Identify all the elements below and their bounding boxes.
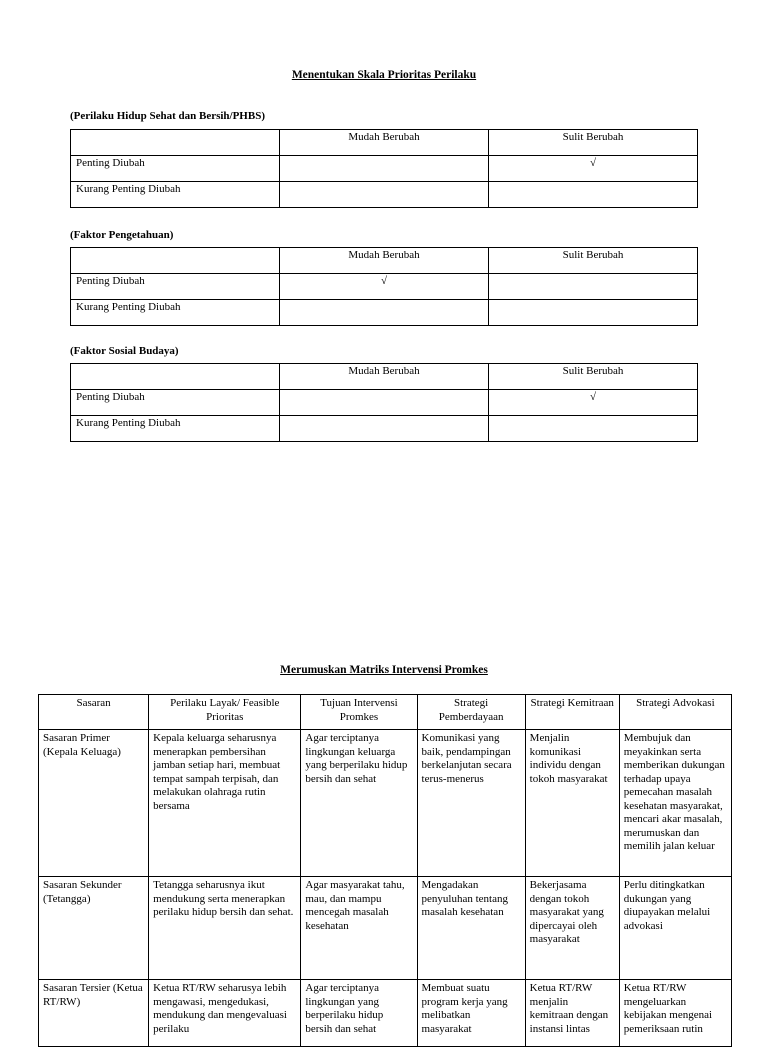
priority-table-phbs bbox=[70, 129, 698, 208]
matrix-cell: Membujuk dan meyakinkan serta memberikan dukungan terhadap upaya pemecahan masalah kesehatan masyarakat, mencari akar masalah, merumuskan dan memilih jalan keluar bbox=[619, 730, 731, 877]
matrix-cell: Agar masyarakat tahu, mau, dan mampu mencegah masalah kesehatan bbox=[301, 877, 417, 980]
matrix-cell: Kepala keluarga seharusnya menerapkan pembersihan jamban setiap hari, membuat tempat sampah terpisah, dan melakukan olahraga rutin bersama bbox=[149, 730, 301, 877]
section-heading-phbs: (Perilaku Hidup Sehat dan Bersih/PHBS) bbox=[70, 110, 265, 122]
check-cell bbox=[280, 182, 489, 208]
col-header-sulit: Sulit Berubah bbox=[489, 364, 698, 390]
matrix-cell: Perlu ditingkatkan dukungan yang diupayakan melalui advokasi bbox=[619, 877, 731, 980]
check-cell: √ bbox=[489, 390, 698, 416]
section-heading-sosial-budaya: (Faktor Sosial Budaya) bbox=[70, 345, 179, 357]
matrix-cell: Ketua RT/RW menjalin kemitraan dengan instansi lintas bbox=[525, 980, 619, 1047]
check-cell bbox=[489, 416, 698, 442]
col-header-sulit: Sulit Berubah bbox=[489, 248, 698, 274]
matrix-cell: Ketua RT/RW mengeluarkan kebijakan mengenai pemeriksaan rutin bbox=[619, 980, 731, 1047]
matrix-cell: Agar terciptanya lingkungan yang berperilaku hidup bersih dan sehat bbox=[301, 980, 417, 1047]
section-heading-pengetahuan: (Faktor Pengetahuan) bbox=[70, 229, 174, 241]
check-cell: √ bbox=[280, 274, 489, 300]
table-row bbox=[71, 390, 698, 416]
table-row bbox=[39, 877, 732, 980]
matrix-title: Merumuskan Matriks Intervensi Promkes bbox=[280, 664, 488, 676]
corner-cell bbox=[71, 248, 280, 274]
check-cell: √ bbox=[489, 156, 698, 182]
row-label: Kurang Penting Diubah bbox=[71, 300, 280, 326]
row-label: Penting Diubah bbox=[71, 390, 280, 416]
matrix-cell: Tetangga seharusnya ikut mendukung serta menerapkan perilaku hidup bersih dan sehat. bbox=[149, 877, 301, 980]
intervention-matrix-table bbox=[38, 694, 732, 1047]
matrix-cell: Sasaran Primer (Kepala Keluaga) bbox=[39, 730, 149, 877]
corner-cell bbox=[71, 364, 280, 390]
check-cell bbox=[280, 300, 489, 326]
table-row bbox=[71, 274, 698, 300]
priority-table-sosial-budaya bbox=[70, 363, 698, 442]
matrix-cell: Agar terciptanya lingkungan keluarga yang berperilaku hidup bersih dan sehat bbox=[301, 730, 417, 877]
table-row bbox=[71, 416, 698, 442]
corner-cell bbox=[71, 130, 280, 156]
table-row bbox=[39, 980, 732, 1047]
check-cell bbox=[489, 274, 698, 300]
col-header-mudah: Mudah Berubah bbox=[280, 248, 489, 274]
check-cell bbox=[280, 416, 489, 442]
table-row bbox=[71, 182, 698, 208]
matrix-cell: Bekerjasama dengan tokoh masyarakat yang dipercayai oleh masyarakat bbox=[525, 877, 619, 980]
col-header-pemberdayaan: Strategi Pemberdayaan bbox=[417, 695, 525, 730]
matrix-cell: Menjalin komunikasi individu dengan tokoh masyarakat bbox=[525, 730, 619, 877]
col-header-mudah: Mudah Berubah bbox=[280, 130, 489, 156]
row-label: Penting Diubah bbox=[71, 274, 280, 300]
col-header-tujuan: Tujuan Intervensi Promkes bbox=[301, 695, 417, 730]
matrix-cell: Sasaran Sekunder (Tetangga) bbox=[39, 877, 149, 980]
col-header-sulit: Sulit Berubah bbox=[489, 130, 698, 156]
matrix-cell: Sasaran Tersier (Ketua RT/RW) bbox=[39, 980, 149, 1047]
col-header-perilaku: Perilaku Layak/ Feasible Prioritas bbox=[149, 695, 301, 730]
col-header-advokasi: Strategi Advokasi bbox=[619, 695, 731, 730]
table-header-row bbox=[71, 364, 698, 390]
matrix-cell: Komunikasi yang baik, pendampingan berkelanjutan secara terus-menerus bbox=[417, 730, 525, 877]
check-cell bbox=[489, 182, 698, 208]
priority-table-pengetahuan bbox=[70, 247, 698, 326]
row-label: Penting Diubah bbox=[71, 156, 280, 182]
matrix-cell: Membuat suatu program kerja yang melibatkan masyarakat bbox=[417, 980, 525, 1047]
check-cell bbox=[280, 390, 489, 416]
matrix-cell: Mengadakan penyuluhan tentang masalah kesehatan bbox=[417, 877, 525, 980]
col-header-mudah: Mudah Berubah bbox=[280, 364, 489, 390]
table-row bbox=[39, 730, 732, 877]
table-header-row bbox=[71, 130, 698, 156]
row-label: Kurang Penting Diubah bbox=[71, 182, 280, 208]
matrix-cell: Ketua RT/RW seharusya lebih mengawasi, mengedukasi, mendukung dan mengevaluasi perilaku bbox=[149, 980, 301, 1047]
check-cell bbox=[280, 156, 489, 182]
matrix-header-row bbox=[39, 695, 732, 730]
page-title: Menentukan Skala Prioritas Perilaku bbox=[291, 69, 477, 81]
check-cell bbox=[489, 300, 698, 326]
col-header-kemitraan: Strategi Kemitraan bbox=[525, 695, 619, 730]
col-header-sasaran: Sasaran bbox=[39, 695, 149, 730]
table-header-row bbox=[71, 248, 698, 274]
row-label: Kurang Penting Diubah bbox=[71, 416, 280, 442]
table-row bbox=[71, 156, 698, 182]
table-row bbox=[71, 300, 698, 326]
